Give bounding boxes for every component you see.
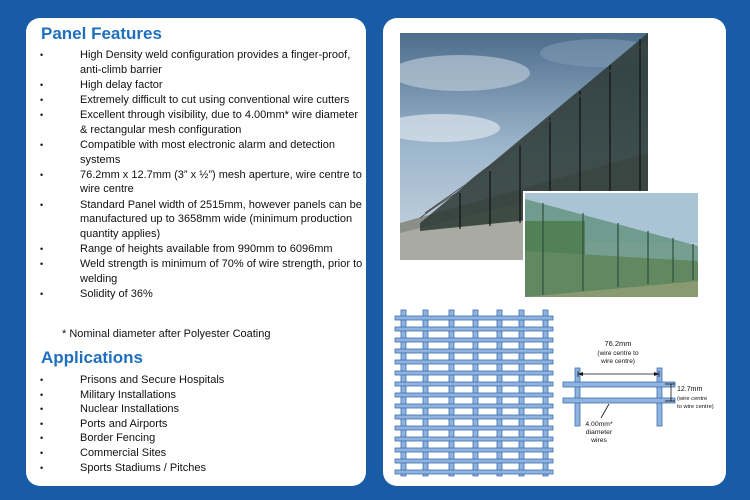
features-card — [26, 18, 366, 486]
wire-diameter-note: diameter — [585, 429, 613, 436]
coating-footnote: * Nominal diameter after Polyester Coating — [62, 328, 271, 340]
feature-item: • 76.2mm x 12.7mm (3” x ½”) mesh aperture, wire centre to wire centre — [26, 168, 366, 197]
height-dimension-value: 12.7mm — [677, 386, 703, 393]
height-dimension-note: (wire centre — [677, 396, 708, 402]
feature-item: • Solidity of 36% — [26, 287, 366, 302]
panel-features-heading: Panel Features — [41, 24, 162, 43]
feature-item: • Compatible with most electronic alarm and detection systems — [26, 138, 366, 167]
feature-item: • Extremely difficult to cut using conventional wire cutters — [26, 93, 366, 108]
application-item: • Commercial Sites — [26, 446, 366, 461]
application-item: • Border Fencing — [26, 431, 366, 446]
feature-item: • Excellent through visibility, due to 4.00mm* wire diameter & rectangular mesh configuration — [26, 108, 366, 137]
features-list — [26, 48, 366, 302]
applications-heading: Applications — [41, 348, 144, 367]
mesh-panel-illustration — [393, 308, 555, 478]
feature-item: • Weld strength is minimum of 70% of wire strength, prior to welding — [26, 257, 366, 286]
width-dimension-value: 76.2mm — [604, 339, 632, 348]
application-item: • Prisons and Secure Hospitals — [26, 373, 366, 388]
feature-item: • Standard Panel width of 2515mm, however panels can be manufactured up to 3658mm wide (minimum production quantity applies) — [26, 198, 366, 242]
application-item: • Military Installations — [26, 388, 366, 403]
width-dimension-note: (wire centre to — [597, 350, 639, 357]
application-item: • Nuclear Installations — [26, 402, 366, 417]
feature-item: • High Density weld configuration provides a finger-proof, anti-climb barrier — [26, 48, 366, 77]
width-dimension-note: wire centre) — [601, 358, 635, 365]
application-item: • Sports Stadiums / Pitches — [26, 461, 366, 476]
illustrations-card — [383, 18, 726, 486]
application-item: • Ports and Airports — [26, 417, 366, 432]
feature-item: • Range of heights available from 990mm to 6096mm — [26, 242, 366, 257]
wire-diameter-value: 4.00mm* — [585, 421, 613, 428]
applications-list — [26, 373, 366, 475]
mesh-dimension-diagram — [561, 336, 723, 456]
fence-closeup-photo — [523, 191, 700, 299]
wire-diameter-note: wires — [591, 437, 607, 444]
height-dimension-note: to wire centre) — [677, 404, 714, 410]
feature-item: • High delay factor — [26, 78, 366, 93]
